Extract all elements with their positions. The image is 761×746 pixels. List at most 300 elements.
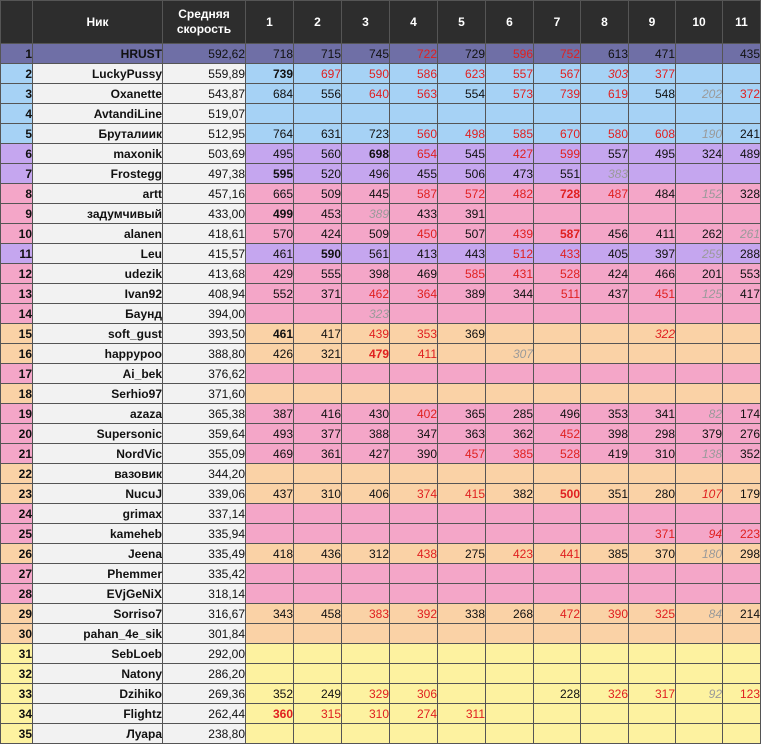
lap-speed-cell: 426 — [246, 344, 294, 364]
lap-speed-cell: 752 — [534, 44, 581, 64]
lap-speed-cell — [438, 564, 486, 584]
lap-speed-cell: 92 — [676, 684, 723, 704]
lap-speed-cell — [534, 724, 581, 744]
lap-speed-cell: 214 — [723, 604, 761, 624]
table-row — [1, 84, 761, 104]
nick-cell: Phemmer — [33, 564, 163, 584]
nick-cell: Луара — [33, 724, 163, 744]
lap-speed-cell — [486, 624, 534, 644]
lap-speed-cell — [629, 364, 676, 384]
lap-speed-cell: 417 — [723, 284, 761, 304]
avg-speed-cell: 337,14 — [163, 504, 246, 524]
header-row — [1, 1, 761, 44]
lap-speed-cell: 431 — [486, 264, 534, 284]
lap-speed-cell: 493 — [246, 424, 294, 444]
lap-speed-cell — [294, 504, 342, 524]
lap-speed-cell: 452 — [534, 424, 581, 444]
lap-speed-cell: 371 — [629, 524, 676, 544]
rank-cell: 21 — [1, 444, 33, 464]
nick-cell: NucuJ — [33, 484, 163, 504]
lap-speed-cell — [438, 524, 486, 544]
table-row — [1, 344, 761, 364]
lap-speed-cell: 718 — [246, 44, 294, 64]
table-row — [1, 404, 761, 424]
lap-speed-cell — [676, 504, 723, 524]
lap-speed-cell: 285 — [486, 404, 534, 424]
table-row — [1, 524, 761, 544]
lap-speed-cell: 310 — [342, 704, 390, 724]
lap-speed-cell: 344 — [486, 284, 534, 304]
rank-cell: 26 — [1, 544, 33, 564]
lap-speed-cell: 433 — [534, 244, 581, 264]
lap-speed-cell — [676, 44, 723, 64]
lap-speed-cell: 310 — [629, 444, 676, 464]
table-row — [1, 644, 761, 664]
rank-cell: 2 — [1, 64, 33, 84]
lap-speed-cell: 241 — [723, 124, 761, 144]
lap-speed-cell — [294, 364, 342, 384]
lap-speed-cell: 274 — [390, 704, 438, 724]
lap-speed-cell: 416 — [294, 404, 342, 424]
avg-speed-cell: 344,20 — [163, 464, 246, 484]
lap-speed-cell: 364 — [390, 284, 438, 304]
table-row — [1, 504, 761, 524]
rank-cell: 35 — [1, 724, 33, 744]
table-body — [1, 44, 761, 744]
lap-speed-cell: 325 — [629, 604, 676, 624]
lap-speed-cell — [629, 664, 676, 684]
lap-speed-cell — [629, 104, 676, 124]
nick-cell: задумчивый — [33, 204, 163, 224]
avg-speed-cell: 512,95 — [163, 124, 246, 144]
lap-speed-cell — [390, 104, 438, 124]
lap-speed-cell: 382 — [486, 484, 534, 504]
lap-speed-cell — [676, 664, 723, 684]
table-row — [1, 704, 761, 724]
lap-speed-cell — [438, 344, 486, 364]
lap-speed-cell: 739 — [246, 64, 294, 84]
avg-speed-cell: 335,42 — [163, 564, 246, 584]
lap-speed-cell: 469 — [246, 444, 294, 464]
lap-speed-cell: 445 — [342, 184, 390, 204]
lap-speed-cell — [390, 724, 438, 744]
lap-speed-cell — [534, 664, 581, 684]
lap-speed-cell: 312 — [342, 544, 390, 564]
lap-speed-cell: 580 — [581, 124, 629, 144]
lap-speed-cell — [294, 104, 342, 124]
lap-header: 10 — [676, 1, 723, 44]
lap-speed-cell: 310 — [294, 484, 342, 504]
lap-speed-cell: 586 — [390, 64, 438, 84]
rank-cell: 24 — [1, 504, 33, 524]
table-row — [1, 544, 761, 564]
lap-speed-cell: 321 — [294, 344, 342, 364]
lap-speed-cell: 388 — [342, 424, 390, 444]
lap-speed-cell: 389 — [438, 284, 486, 304]
lap-speed-cell — [246, 584, 294, 604]
rank-cell: 8 — [1, 184, 33, 204]
rank-cell: 12 — [1, 264, 33, 284]
lap-speed-cell — [486, 664, 534, 684]
lap-speed-cell — [246, 464, 294, 484]
lap-speed-cell — [246, 524, 294, 544]
nick-cell: kameheb — [33, 524, 163, 544]
lap-speed-cell — [486, 204, 534, 224]
rank-cell: 10 — [1, 224, 33, 244]
nick-cell: Oxanette — [33, 84, 163, 104]
lap-speed-cell — [676, 104, 723, 124]
lap-speed-cell: 436 — [294, 544, 342, 564]
lap-speed-cell — [581, 204, 629, 224]
rank-cell: 6 — [1, 144, 33, 164]
avg-speed-cell: 503,69 — [163, 144, 246, 164]
lap-speed-cell — [294, 664, 342, 684]
lap-speed-cell — [342, 524, 390, 544]
lap-speed-cell — [723, 584, 761, 604]
table-row — [1, 724, 761, 744]
lap-header: 3 — [342, 1, 390, 44]
lap-speed-cell — [246, 304, 294, 324]
lap-speed-cell: 392 — [390, 604, 438, 624]
lap-speed-cell — [534, 564, 581, 584]
lap-speed-cell: 439 — [486, 224, 534, 244]
lap-speed-cell: 455 — [390, 164, 438, 184]
lap-speed-cell: 377 — [294, 424, 342, 444]
lap-speed-cell: 365 — [438, 404, 486, 424]
avg-speed-cell: 408,94 — [163, 284, 246, 304]
lap-speed-cell — [294, 304, 342, 324]
lap-speed-cell: 461 — [246, 244, 294, 264]
lap-speed-cell: 201 — [676, 264, 723, 284]
rank-cell: 1 — [1, 44, 33, 64]
avg-speed-cell: 355,09 — [163, 444, 246, 464]
lap-speed-cell — [629, 204, 676, 224]
table-row — [1, 64, 761, 84]
nick-cell: Supersonic — [33, 424, 163, 444]
lap-speed-cell: 280 — [629, 484, 676, 504]
lap-speed-cell — [486, 564, 534, 584]
lap-speed-cell: 512 — [486, 244, 534, 264]
nick-cell: azaza — [33, 404, 163, 424]
lap-speed-cell — [629, 704, 676, 724]
lap-speed-cell: 506 — [438, 164, 486, 184]
lap-speed-cell — [246, 664, 294, 684]
lap-speed-cell — [581, 324, 629, 344]
lap-speed-cell: 608 — [629, 124, 676, 144]
lap-speed-cell: 728 — [534, 184, 581, 204]
lap-speed-cell — [342, 664, 390, 684]
lap-speed-cell — [534, 324, 581, 344]
lap-speed-cell: 572 — [438, 184, 486, 204]
lap-speed-cell: 590 — [342, 64, 390, 84]
lap-speed-cell — [581, 704, 629, 724]
lap-speed-cell — [723, 204, 761, 224]
lap-speed-cell: 570 — [246, 224, 294, 244]
lap-speed-cell — [534, 204, 581, 224]
avg-speed-cell: 371,60 — [163, 384, 246, 404]
table-row — [1, 164, 761, 184]
table-row — [1, 624, 761, 644]
lap-speed-cell — [486, 464, 534, 484]
table-row — [1, 124, 761, 144]
lap-speed-cell: 509 — [294, 184, 342, 204]
lap-speed-cell — [438, 304, 486, 324]
lap-speed-cell: 433 — [390, 204, 438, 224]
lap-speed-cell: 228 — [534, 684, 581, 704]
lap-speed-cell — [294, 524, 342, 544]
lap-speed-cell — [534, 624, 581, 644]
rank-cell: 16 — [1, 344, 33, 364]
lap-speed-cell: 369 — [438, 324, 486, 344]
lap-speed-cell: 528 — [534, 264, 581, 284]
lap-speed-cell: 377 — [629, 64, 676, 84]
lap-speed-cell: 123 — [723, 684, 761, 704]
lap-speed-cell: 360 — [246, 704, 294, 724]
table-row — [1, 604, 761, 624]
lap-speed-cell: 261 — [723, 224, 761, 244]
lap-speed-cell: 551 — [534, 164, 581, 184]
nick-cell: AvtandiLine — [33, 104, 163, 124]
lap-speed-cell — [294, 564, 342, 584]
avg-speed-cell: 365,38 — [163, 404, 246, 424]
lap-speed-cell — [581, 464, 629, 484]
lap-speed-cell — [629, 624, 676, 644]
lap-speed-cell — [486, 324, 534, 344]
nick-cell: Ai_bek — [33, 364, 163, 384]
lap-speed-cell — [723, 504, 761, 524]
lap-header: 11 — [723, 1, 761, 44]
lap-speed-cell: 268 — [486, 604, 534, 624]
rank-cell: 28 — [1, 584, 33, 604]
lap-speed-cell: 557 — [581, 144, 629, 164]
nick-cell: alanen — [33, 224, 163, 244]
lap-speed-cell: 423 — [486, 544, 534, 564]
table-row — [1, 244, 761, 264]
lap-speed-cell: 471 — [629, 44, 676, 64]
lap-speed-cell: 405 — [581, 244, 629, 264]
lap-speed-cell — [534, 524, 581, 544]
lap-speed-cell: 631 — [294, 124, 342, 144]
lap-speed-cell — [676, 644, 723, 664]
lap-speed-cell — [723, 384, 761, 404]
lap-speed-cell: 563 — [390, 84, 438, 104]
lap-speed-cell: 573 — [486, 84, 534, 104]
lap-speed-cell — [438, 384, 486, 404]
lap-speed-cell: 374 — [390, 484, 438, 504]
lap-speed-cell: 343 — [246, 604, 294, 624]
lap-speed-cell — [294, 644, 342, 664]
lap-speed-cell: 560 — [294, 144, 342, 164]
lap-speed-cell: 363 — [438, 424, 486, 444]
avg-speed-cell: 292,00 — [163, 644, 246, 664]
lap-speed-cell: 599 — [534, 144, 581, 164]
avg-speed-cell: 413,68 — [163, 264, 246, 284]
rank-cell: 15 — [1, 324, 33, 344]
lap-speed-cell — [342, 584, 390, 604]
avg-speed-cell: 286,20 — [163, 664, 246, 684]
table-row — [1, 284, 761, 304]
avg-speed-cell: 543,87 — [163, 84, 246, 104]
lap-speed-cell — [534, 304, 581, 324]
lap-speed-cell — [676, 584, 723, 604]
avg-speed-cell: 415,57 — [163, 244, 246, 264]
nick-cell: Serhio97 — [33, 384, 163, 404]
table-row — [1, 564, 761, 584]
lap-speed-cell — [581, 584, 629, 604]
lap-speed-cell: 415 — [438, 484, 486, 504]
lap-speed-cell — [629, 504, 676, 524]
lap-speed-cell: 461 — [246, 324, 294, 344]
lap-speed-cell — [534, 584, 581, 604]
lap-header: 2 — [294, 1, 342, 44]
lap-speed-cell: 370 — [629, 544, 676, 564]
lap-speed-cell: 567 — [534, 64, 581, 84]
lap-speed-cell: 507 — [438, 224, 486, 244]
lap-speed-cell — [342, 104, 390, 124]
nick-cell: Бруталиик — [33, 124, 163, 144]
lap-speed-cell: 554 — [438, 84, 486, 104]
lap-speed-cell: 324 — [676, 144, 723, 164]
lap-speed-cell — [438, 684, 486, 704]
avg-speed-cell: 262,44 — [163, 704, 246, 724]
lap-speed-cell — [390, 504, 438, 524]
lap-speed-cell: 418 — [246, 544, 294, 564]
lap-speed-cell: 665 — [246, 184, 294, 204]
lap-speed-cell: 315 — [294, 704, 342, 724]
lap-speed-cell — [438, 464, 486, 484]
lap-speed-cell: 670 — [534, 124, 581, 144]
lap-speed-cell — [246, 364, 294, 384]
lap-speed-cell: 352 — [246, 684, 294, 704]
lap-speed-cell — [342, 384, 390, 404]
lap-speed-cell: 322 — [629, 324, 676, 344]
lap-speed-cell: 466 — [629, 264, 676, 284]
lap-speed-cell — [581, 304, 629, 324]
lap-speed-cell: 479 — [342, 344, 390, 364]
lap-speed-cell — [438, 584, 486, 604]
rank-cell: 22 — [1, 464, 33, 484]
lap-speed-cell — [629, 464, 676, 484]
lap-speed-cell: 288 — [723, 244, 761, 264]
lap-speed-cell — [534, 384, 581, 404]
nick-cell: SebLoeb — [33, 644, 163, 664]
rank-cell: 31 — [1, 644, 33, 664]
lap-speed-cell: 223 — [723, 524, 761, 544]
lap-speed-cell — [629, 344, 676, 364]
lap-speed-cell — [676, 624, 723, 644]
lap-speed-cell: 548 — [629, 84, 676, 104]
nick-cell: вазовик — [33, 464, 163, 484]
lap-speed-cell — [723, 644, 761, 664]
lap-speed-cell: 417 — [294, 324, 342, 344]
lap-speed-cell: 303 — [581, 64, 629, 84]
lap-speed-cell: 596 — [486, 44, 534, 64]
avg-speed-cell: 418,61 — [163, 224, 246, 244]
rank-header — [1, 1, 33, 44]
lap-speed-cell: 619 — [581, 84, 629, 104]
avg-speed-cell: 335,94 — [163, 524, 246, 544]
lap-speed-cell — [723, 664, 761, 684]
lap-speed-cell — [629, 724, 676, 744]
table-row — [1, 104, 761, 124]
lap-speed-cell — [581, 504, 629, 524]
lap-speed-cell: 438 — [390, 544, 438, 564]
nick-cell: NordVic — [33, 444, 163, 464]
lap-speed-cell — [390, 524, 438, 544]
lap-speed-cell: 484 — [629, 184, 676, 204]
lap-speed-cell — [676, 564, 723, 584]
table-row — [1, 304, 761, 324]
lap-speed-cell — [486, 524, 534, 544]
lap-speed-cell: 311 — [438, 704, 486, 724]
lap-speed-cell: 545 — [438, 144, 486, 164]
lap-speed-cell — [723, 164, 761, 184]
lap-speed-cell: 429 — [246, 264, 294, 284]
lap-speed-cell — [342, 364, 390, 384]
lap-speed-cell: 729 — [438, 44, 486, 64]
lap-speed-cell — [438, 104, 486, 124]
rank-cell: 5 — [1, 124, 33, 144]
avg-speed-cell: 238,80 — [163, 724, 246, 744]
lap-speed-cell — [723, 324, 761, 344]
nick-cell: LuckyPussy — [33, 64, 163, 84]
lap-speed-cell — [486, 644, 534, 664]
lap-speed-cell: 654 — [390, 144, 438, 164]
lap-speed-cell — [438, 664, 486, 684]
lap-speed-cell — [534, 364, 581, 384]
lap-speed-cell: 684 — [246, 84, 294, 104]
lap-speed-cell: 458 — [294, 604, 342, 624]
lap-speed-cell — [581, 664, 629, 684]
rank-cell: 14 — [1, 304, 33, 324]
table-row — [1, 584, 761, 604]
lap-speed-cell: 560 — [390, 124, 438, 144]
lap-speed-cell: 453 — [294, 204, 342, 224]
lap-speed-cell — [723, 724, 761, 744]
nick-cell: grimax — [33, 504, 163, 524]
table-row — [1, 664, 761, 684]
table-row — [1, 224, 761, 244]
lap-speed-cell: 107 — [676, 484, 723, 504]
lap-speed-cell: 82 — [676, 404, 723, 424]
lap-speed-cell — [581, 644, 629, 664]
rank-cell: 7 — [1, 164, 33, 184]
lap-speed-cell: 482 — [486, 184, 534, 204]
lap-speed-cell: 462 — [342, 284, 390, 304]
lap-speed-cell: 451 — [629, 284, 676, 304]
lap-speed-cell: 723 — [342, 124, 390, 144]
lap-speed-cell — [581, 564, 629, 584]
lap-speed-cell: 496 — [342, 164, 390, 184]
rank-cell: 3 — [1, 84, 33, 104]
lap-header: 8 — [581, 1, 629, 44]
lap-speed-cell — [390, 644, 438, 664]
lap-header: 9 — [629, 1, 676, 44]
lap-speed-cell — [676, 464, 723, 484]
lap-speed-cell: 317 — [629, 684, 676, 704]
nick-cell: maxonik — [33, 144, 163, 164]
lap-speed-cell: 259 — [676, 244, 723, 264]
lap-speed-cell: 413 — [390, 244, 438, 264]
lap-speed-cell — [723, 564, 761, 584]
lap-speed-cell: 424 — [581, 264, 629, 284]
nick-cell: Flightz — [33, 704, 163, 724]
lap-speed-cell — [294, 724, 342, 744]
table-row — [1, 204, 761, 224]
lap-speed-cell: 585 — [486, 124, 534, 144]
lap-header: 5 — [438, 1, 486, 44]
rank-cell: 23 — [1, 484, 33, 504]
